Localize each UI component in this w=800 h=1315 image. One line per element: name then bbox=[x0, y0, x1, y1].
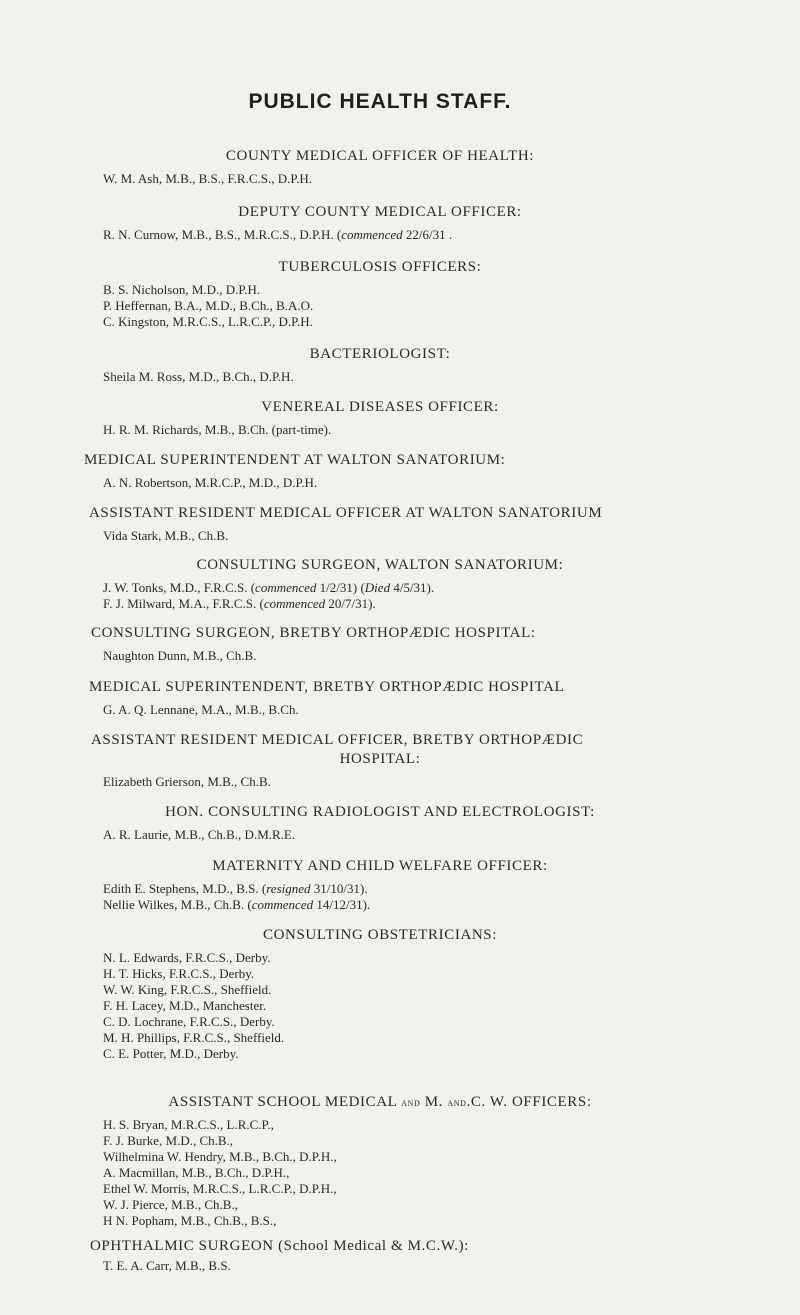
staff-entry: H. S. Bryan, M.R.C.S., L.R.C.P., bbox=[103, 1117, 274, 1132]
staff-entry: C. E. Potter, M.D., Derby. bbox=[103, 1046, 239, 1061]
section-heading: COUNTY MEDICAL OFFICER OF HEALTH: bbox=[225, 148, 535, 164]
section-heading: TUBERCULOSIS OFFICERS: bbox=[278, 259, 482, 275]
section-deputy-medical-officer bbox=[0, 203, 800, 243]
staff-entry: Vida Stark, M.B., Ch.B. bbox=[103, 528, 229, 543]
section-heading: BACTERIOLOGIST: bbox=[309, 346, 451, 362]
staff-entry: Elizabeth Grierson, M.B., Ch.B. bbox=[103, 774, 271, 789]
section-maternity-welfare bbox=[0, 857, 800, 913]
staff-entry: W. J. Pierce, M.B., Ch.B., bbox=[103, 1197, 238, 1212]
staff-entry: C. Kingston, M.R.C.S., L.R.C.P., D.P.H. bbox=[103, 314, 313, 329]
staff-entry: R. N. Curnow, M.B., B.S., M.R.C.S., D.P.H. (commenced 22/6/31 . bbox=[103, 227, 453, 242]
staff-entry: A. N. Robertson, M.R.C.P., M.D., D.P.H. bbox=[103, 475, 318, 490]
staff-entry: A. R. Laurie, M.B., Ch.B., D.M.R.E. bbox=[103, 827, 296, 842]
section-heading: ASSISTANT SCHOOL MEDICAL and M. and.C. W. OFFICERS: bbox=[168, 1094, 592, 1110]
staff-entry: Nellie Wilkes, M.B., Ch.B. (commenced 14/12/31). bbox=[103, 897, 371, 912]
staff-entry: C. D. Lochrane, F.R.C.S., Derby. bbox=[103, 1014, 275, 1029]
staff-entry: G. A. Q. Lennane, M.A., M.B., B.Ch. bbox=[103, 702, 299, 717]
staff-entry: J. W. Tonks, M.D., F.R.C.S. (commenced 1/2/31) (Died 4/5/31). bbox=[103, 580, 435, 595]
staff-entry: H. T. Hicks, F.R.C.S., Derby. bbox=[103, 966, 255, 981]
section-bretby-consulting-surgeon bbox=[0, 624, 800, 664]
section-heading: MATERNITY AND CHILD WELFARE OFFICER: bbox=[212, 858, 548, 874]
section-heading: MEDICAL SUPERINTENDENT, BRETBY ORTHOPÆDIC HOSPITAL bbox=[89, 679, 565, 695]
section-heading-continued: HOSPITAL: bbox=[339, 751, 421, 767]
staff-entry: B. S. Nicholson, M.D., D.P.H. bbox=[103, 282, 261, 297]
section-heading: CONSULTING SURGEON, BRETBY ORTHOPÆDIC HOSPITAL: bbox=[91, 625, 536, 641]
staff-entry: W. W. King, F.R.C.S., Sheffield. bbox=[103, 982, 272, 997]
staff-entry: Sheila M. Ross, M.D., B.Ch., D.P.H. bbox=[103, 369, 294, 384]
staff-entry: H. R. M. Richards, M.B., B.Ch. (part-time). bbox=[103, 422, 332, 437]
section-bretby-superintendent bbox=[0, 678, 800, 718]
staff-entry: H N. Popham, M.B., Ch.B., B.S., bbox=[103, 1213, 277, 1228]
section-heading: CONSULTING OBSTETRICIANS: bbox=[262, 927, 498, 943]
staff-entry: N. L. Edwards, F.R.C.S., Derby. bbox=[103, 950, 271, 965]
section-tuberculosis-officers bbox=[0, 258, 800, 330]
section-heading: VENEREAL DISEASES OFFICER: bbox=[261, 399, 499, 415]
staff-entry: Naughton Dunn, M.B., Ch.B. bbox=[103, 648, 257, 663]
section-heading: ASSISTANT RESIDENT MEDICAL OFFICER, BRETBY ORTHOPÆDIC bbox=[91, 732, 584, 748]
section-bretby-assistant-resident bbox=[0, 731, 800, 790]
section-school-medical-officers bbox=[0, 1093, 800, 1229]
section-walton-assistant-resident bbox=[0, 504, 800, 544]
staff-entry: F. J. Milward, M.A., F.R.C.S. (commenced 20/7/31). bbox=[103, 596, 376, 611]
staff-entry: W. M. Ash, M.B., B.S., F.R.C.S., D.P.H. bbox=[103, 171, 313, 186]
section-county-medical-officer bbox=[0, 147, 800, 187]
section-bacteriologist bbox=[0, 345, 800, 385]
staff-entry: T. E. A. Carr, M.B., B.S. bbox=[103, 1258, 231, 1273]
section-heading: OPHTHALMIC SURGEON (School Medical & M.C.W.): bbox=[90, 1238, 469, 1254]
staff-entry: A. Macmillan, M.B., B.Ch., D.P.H., bbox=[103, 1165, 290, 1180]
section-venereal-diseases-officer bbox=[0, 398, 800, 438]
section-radiologist bbox=[0, 803, 800, 843]
section-ophthalmic-surgeon bbox=[0, 1237, 800, 1274]
staff-entry: Edith E. Stephens, M.D., B.S. (resigned 31/10/31). bbox=[103, 881, 368, 896]
section-walton-superintendent bbox=[0, 451, 800, 491]
section-heading: ASSISTANT RESIDENT MEDICAL OFFICER AT WALTON SANATORIUM bbox=[89, 505, 603, 521]
section-heading: CONSULTING SURGEON, WALTON SANATORIUM: bbox=[196, 557, 564, 573]
section-heading: MEDICAL SUPERINTENDENT AT WALTON SANATORIUM: bbox=[84, 452, 506, 468]
staff-entry: Wilhelmina W. Hendry, M.B., B.Ch., D.P.H., bbox=[103, 1149, 337, 1164]
section-walton-consulting-surgeon bbox=[0, 556, 800, 612]
staff-entry: Ethel W. Morris, M.R.C.S., L.R.C.P., D.P.H., bbox=[103, 1181, 337, 1196]
section-heading: DEPUTY COUNTY MEDICAL OFFICER: bbox=[238, 204, 522, 220]
staff-entry: F. H. Lacey, M.D., Manchester. bbox=[103, 998, 267, 1013]
staff-entry: F. J. Burke, M.D., Ch.B., bbox=[103, 1133, 234, 1148]
staff-entry: P. Heffernan, B.A., M.D., B.Ch., B.A.O. bbox=[103, 298, 314, 313]
staff-entry: M. H. Phillips, F.R.C.S., Sheffield. bbox=[103, 1030, 285, 1045]
page-title: PUBLIC HEALTH STAFF. bbox=[248, 90, 512, 113]
section-heading: HON. CONSULTING RADIOLOGIST AND ELECTROLOGIST: bbox=[165, 804, 595, 820]
section-consulting-obstetricians bbox=[0, 926, 800, 1062]
